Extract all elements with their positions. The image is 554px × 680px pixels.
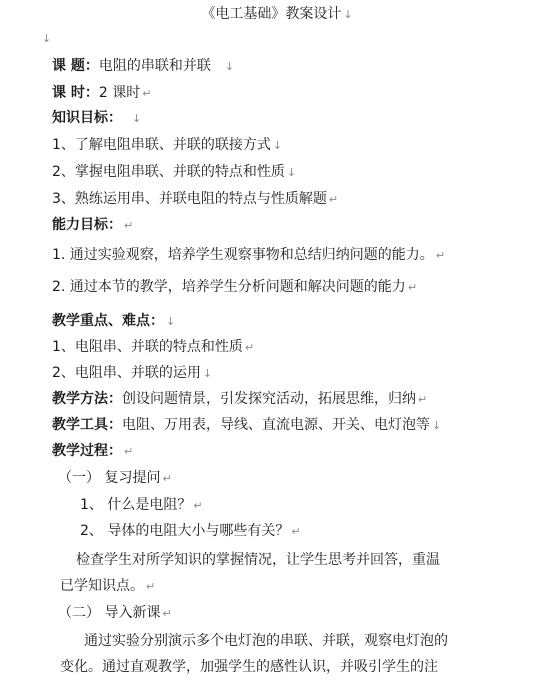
review-paragraph-line-2: 已学知识点。 ↵: [60, 578, 156, 594]
tools-value: 电阻、万用表，导线、直流电源、开关、电灯泡等: [122, 417, 430, 433]
topic-label: 课 题：: [52, 58, 99, 74]
hours-label: 课 时：: [52, 85, 99, 101]
paragraph-mark: ↵: [124, 219, 134, 232]
methods-value: 创设问题情景，引发探究活动，拓展思维，归纳: [122, 391, 416, 407]
paragraph-mark: ↵: [124, 445, 134, 458]
intro-paragraph-line-1: 通过实验分别演示多个电灯泡的串联、并联，观察电灯泡的: [84, 633, 448, 649]
key-point-2: 2、电阻串、并联的运用 ↓: [52, 365, 213, 381]
topic-line: [52, 56, 234, 77]
line-break-mark: ↓: [166, 315, 176, 328]
process-section-intro: （二） 导入新课 ↵: [58, 605, 172, 621]
review-question-2: 2、 导体的电阻大小与哪些有关？ ↵: [80, 523, 301, 539]
line-break-mark: ↓: [224, 60, 235, 73]
empty-paragraph: [40, 28, 51, 49]
line-break-mark: ↓: [343, 8, 353, 21]
line-break-mark: ↓: [272, 139, 283, 152]
paragraph-mark: ↵: [244, 341, 255, 354]
methods-label: 教学方法：: [52, 391, 122, 407]
paragraph-mark: ↵: [291, 525, 301, 538]
line-break-mark: ↓: [286, 166, 297, 179]
topic-value: 电阻的串联和并联: [98, 58, 211, 74]
key-points-heading: 教学重点、难点： ↓: [52, 313, 176, 329]
knowledge-item-1: 1、了解电阻串联、并联的联接方式 ↓: [52, 137, 283, 153]
methods-line: [52, 389, 427, 410]
paragraph-mark: ↵: [162, 607, 172, 620]
paragraph-mark: ↵: [418, 393, 428, 406]
paragraph-mark: ↵: [162, 472, 172, 485]
line-break-mark: ↓: [132, 112, 142, 125]
knowledge-item-3: 3、熟练运用串、并联电阻的特点与性质解题 ↵: [52, 191, 339, 207]
process-section-review: （一） 复习提问 ↵: [58, 470, 172, 486]
knowledge-heading: 知识目标： ↓: [52, 110, 142, 126]
paragraph-mark: ↵: [435, 249, 446, 262]
paragraph-mark: ↵: [407, 281, 418, 294]
key-point-1: 1、电阻串、并联的特点和性质 ↵: [52, 339, 255, 355]
hours-value: 2 课时: [98, 85, 141, 101]
knowledge-item-2: 2、掌握电阻串联、并联的特点和性质 ↓: [52, 164, 297, 180]
line-break-mark: ↓: [202, 367, 213, 380]
review-paragraph-line-1: 检查学生对所学知识的掌握情况，让学生思考并回答，重温: [76, 552, 440, 568]
review-question-1: 1、 什么是电阻？ ↵: [80, 497, 203, 513]
intro-paragraph-line-2: 变化。通过直观教学，加强学生的感性认识，并吸引学生的注: [60, 659, 438, 675]
paragraph-mark: ↵: [193, 499, 203, 512]
line-break-mark: ↓: [432, 419, 442, 432]
tools-label: 教学工具：: [52, 417, 122, 433]
ability-item-2: 2. 通过本节的教学，培养学生分析问题和解决问题的能力 ↵: [52, 279, 418, 295]
process-heading: 教学过程： ↵: [52, 443, 134, 459]
ability-heading: 能力目标： ↵: [52, 217, 134, 233]
tools-line: [52, 415, 441, 436]
paragraph-mark: ↵: [146, 580, 156, 593]
paragraph-mark: ↵: [142, 87, 152, 100]
line-break-mark: ↓: [42, 32, 52, 45]
paragraph-mark: ↵: [328, 193, 339, 206]
hours-line: [52, 83, 151, 104]
document-title: 《电工基础》教案设计 ↓: [201, 6, 353, 22]
ability-item-1: 1. 通过实验观察，培养学生观察事物和总结归纳问题的能力。 ↵: [52, 247, 446, 263]
